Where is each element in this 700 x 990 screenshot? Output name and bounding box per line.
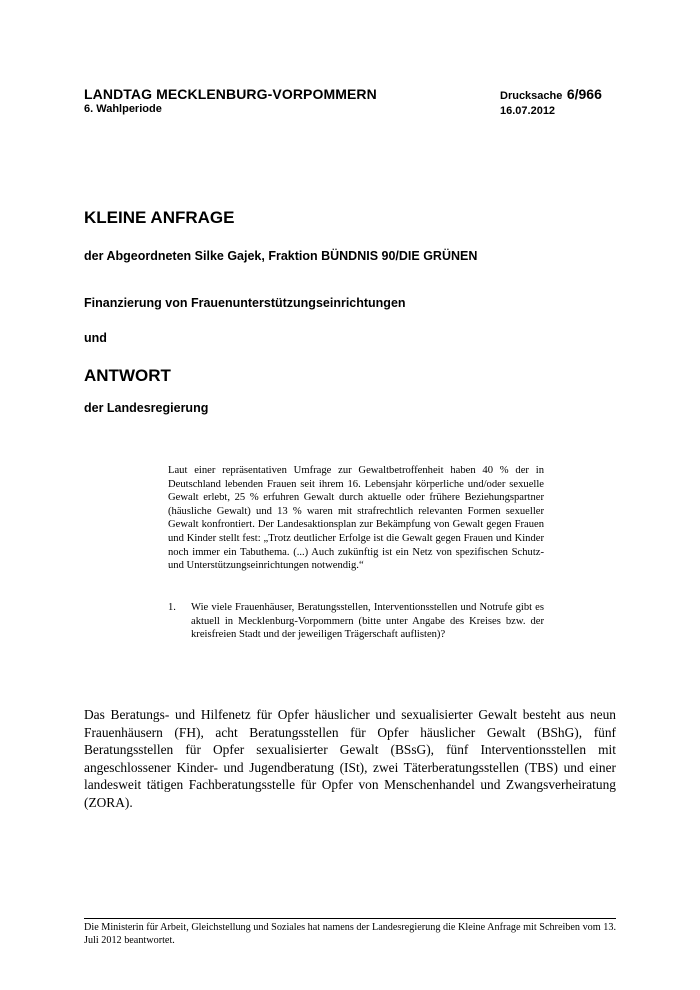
footnote: Die Ministerin für Arbeit, Gleichstellung und Soziales hat namens der Landesregierung die Kleine Anfrage mit Schreiben vom 13. Juli 2012 beantwortet. <box>84 922 616 946</box>
intro-paragraph: Laut einer repräsentativen Umfrage zur Gewaltbetroffenheit haben 40 % der in Deutschland lebenden Frauen seit ihrem 16. Lebensjahr körperliche und/oder sexuelle Gewalt erlebt, 25 % erfuhren Gewalt durch aktuelle oder frühere Beziehungspartner (häusliche Gewalt) und 13 % waren mit strafrechtlich relevanten Formen sexueller Gewalt konfrontiert. Der Landesaktionsplan zur Bekämpfung von Gewalt gegen Frauen und Kinder stellt fest: „Trotz deutlicher Erfolge ist die Gewalt gegen Frauen und Kinder noch immer ein Tabuthema. (...) Auch zukünftig ist ein Netz von spezifischen Schutz- und Unterstützungseinrichtungen notwendig.“ <box>168 465 544 572</box>
document-header-right <box>500 86 602 118</box>
document-header-left <box>84 86 377 116</box>
legislative-period: 6. Wahlperiode <box>84 103 162 115</box>
question-text: Wie viele Frauenhäuser, Beratungsstellen, Interventionsstellen und Notrufe gibt es aktuell in Mecklenburg-Vorpommern (bitte unter Angabe des Kreises bzw. der kreisfreien Stadt und der jeweiligen Trägerschaft auflisten)? <box>191 602 544 641</box>
answer-heading: ANTWORT <box>84 366 171 385</box>
drucksache-number: 6/966 <box>566 86 602 102</box>
connector-word: und <box>84 331 107 345</box>
document-date: 16.07.2012 <box>500 105 556 117</box>
document-title: KLEINE ANFRAGE <box>84 208 235 227</box>
topic-line: Finanzierung von Frauenunterstützungseinrichtungen <box>84 296 406 310</box>
footnote-divider <box>84 918 616 919</box>
drucksache-label: Drucksache <box>500 90 563 102</box>
answer-paragraph: Das Beratungs- und Hilfenetz für Opfer häuslicher und sexualisierter Gewalt besteht aus neun Frauenhäusern (FH), acht Beratungsstellen für Opfer häuslicher Gewalt (BShG), fünf Beratungsstellen für Opfer sexualisierter Gewalt (BSsG), fünf Interventionsstellen mit angeschlossener Kinder- und Jugendberatung (ISt), zwei Täterberatungsstellen (TBS) und einer landesweit tätigen Fachberatungsstelle für Opfer von Menschenhandel und Zwangsverheiratung (ZORA). <box>84 707 616 810</box>
answer-author: der Landesregierung <box>84 401 209 415</box>
question-number: 1. <box>168 602 176 613</box>
author-line: der Abgeordneten Silke Gajek, Fraktion BÜNDNIS 90/DIE GRÜNEN <box>84 249 478 263</box>
parliament-name: LANDTAG MECKLENBURG-VORPOMMERN <box>84 86 377 102</box>
question-item <box>168 601 544 642</box>
